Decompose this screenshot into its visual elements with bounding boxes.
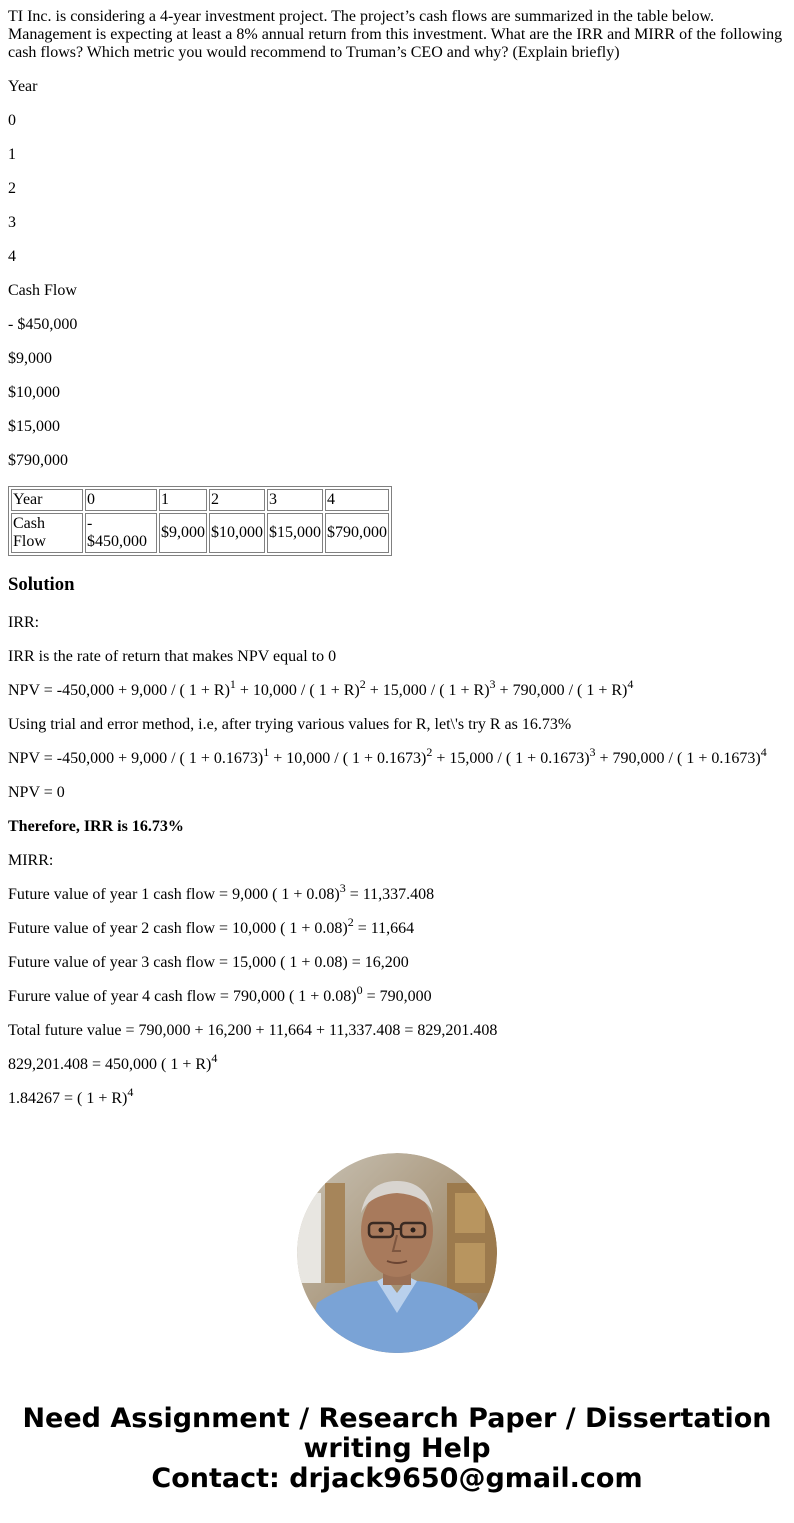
irr-label: IRR:	[8, 614, 40, 631]
cash-flow-value-1: $9,000	[8, 350, 52, 367]
npv-formula: NPV = -450,000 + 9,000 / ( 1 + R)$^1$ + 10,000 / ( 1 + R)$^2$ + 15,000 / ( 1 + R)$^3$ + 790,000 / ( 1 + R)$^4$	[8, 676, 634, 699]
cash-flow-value-0: - $450,000	[8, 316, 78, 333]
table-row	[11, 513, 389, 553]
promo-banner	[0, 1404, 794, 1494]
table-cell: - $450,000	[85, 513, 157, 553]
npv-trial-formula: NPV = -450,000 + 9,000 / ( 1 + 0.1673)$^1$ + 10,000 / ( 1 + 0.1673)$^2$ + 15,000 / ( 1 + 0.1673)$^3$ + 790,000 / ( 1 + 0.1673)$^4$	[8, 744, 767, 767]
mirr-label: MIRR:	[8, 852, 54, 869]
table-cell: 3	[267, 489, 323, 511]
year-value-4: 4	[8, 248, 16, 265]
table-cell: 1	[159, 489, 207, 511]
promo-line-1: Need Assignment / Research Paper / Dissertation	[22, 1403, 772, 1434]
npv-zero: NPV = 0	[8, 784, 65, 801]
table-row	[11, 489, 389, 511]
table-cell: 4	[325, 489, 389, 511]
promo-line-2: writing Help	[303, 1433, 491, 1464]
year-value-2: 2	[8, 180, 16, 197]
avatar-portrait-image	[297, 1153, 497, 1353]
table-cell: 2	[209, 489, 265, 511]
table-cell: $9,000	[159, 513, 207, 553]
cash-flow-value-3: $15,000	[8, 418, 60, 435]
fv-year-3: Future value of year 3 cash flow = 15,000 ( 1 + 0.08) = 16,200	[8, 954, 409, 971]
avatar	[297, 1153, 497, 1353]
mirr-equation-2: 1.84267 = ( 1 + R)$^4$	[8, 1084, 134, 1107]
irr-result: Therefore, IRR is 16.73%	[8, 818, 184, 835]
trial-text: Using trial and error method, i.e, after trying various values for R, let\'s try R as 16.73%	[8, 716, 572, 733]
cash-flow-table	[8, 486, 392, 556]
fv-year-2: Future value of year 2 cash flow = 10,000 ( 1 + 0.08)$^2$ = 11,664	[8, 914, 415, 937]
solution-heading: Solution	[8, 574, 75, 595]
year-value-3: 3	[8, 214, 16, 231]
irr-definition: IRR is the rate of return that makes NPV equal to 0	[8, 648, 337, 665]
year-value-0: 0	[8, 112, 16, 129]
table-cell: $15,000	[267, 513, 323, 553]
table-cell: 0	[85, 489, 157, 511]
fv-year-1: Future value of year 1 cash flow = 9,000 ( 1 + 0.08)$^3$ = 11,337.408	[8, 880, 435, 903]
cash-flow-value-4: $790,000	[8, 452, 68, 469]
mirr-equation-1: 829,201.408 = 450,000 ( 1 + R)$^4$	[8, 1050, 218, 1073]
year-value-1: 1	[8, 146, 16, 163]
table-cell: Year	[11, 489, 83, 511]
cash-flow-value-2: $10,000	[8, 384, 60, 401]
fv-year-4: Furure value of year 4 cash flow = 790,000 ( 1 + 0.08)$^0$ = 790,000	[8, 982, 432, 1005]
table-cell: Cash Flow	[11, 513, 83, 553]
year-label: Year	[8, 78, 38, 95]
table-cell: $790,000	[325, 513, 389, 553]
table-cell: $10,000	[209, 513, 265, 553]
cash-flow-label: Cash Flow	[8, 282, 77, 299]
promo-contact-line: Contact: drjack9650@gmail.com	[151, 1463, 643, 1494]
question-text: TI Inc. is considering a 4-year investment project. The project’s cash flows are summarized in the table below. Management is expecting at least a 8% annual return from this investment. What are the IRR and MIRR of the following cash flows? Which metric you would recommend to Truman’s CEO and why? (Explain briefly)	[8, 8, 783, 61]
total-future-value: Total future value = 790,000 + 16,200 + 11,664 + 11,337.408 = 829,201.408	[8, 1022, 498, 1039]
